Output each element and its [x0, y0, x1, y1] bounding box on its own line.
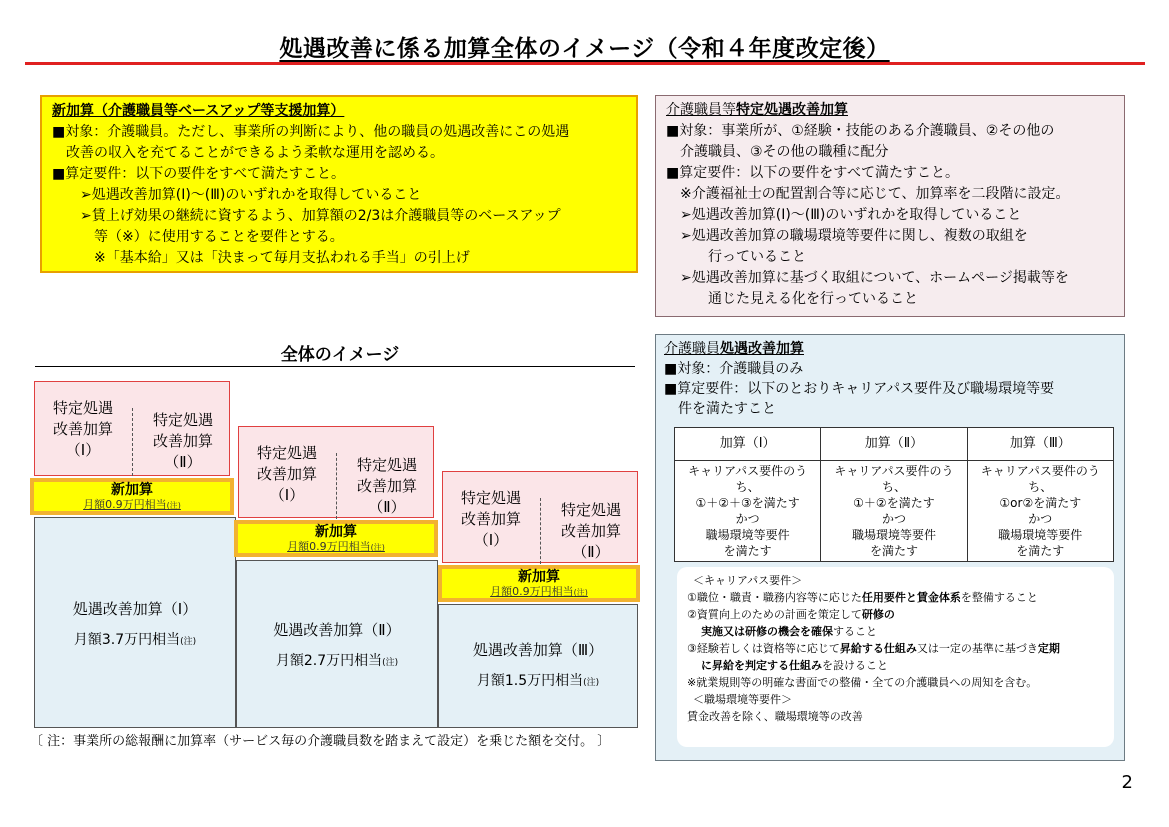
career-item-1: ①職位・職責・職務内容等に応じた任用要件と賃金体系を整備すること — [687, 591, 1038, 604]
cell-line: を満たす — [869, 544, 918, 558]
dashed-divider — [540, 498, 541, 564]
table-cell — [675, 461, 821, 562]
new-kasan-amount: 月額0.9万円相当(注) — [287, 540, 385, 553]
tokutei-heading — [666, 100, 1114, 121]
table-cell — [821, 461, 967, 562]
title-underline — [25, 62, 1145, 65]
cell-line: を満たす — [1016, 544, 1065, 558]
cell-line: キャリアパス要件のうち、 — [980, 464, 1100, 494]
cell-line: キャリアパス要件のうち、 — [834, 464, 954, 494]
text-line: ➢処遇改善加算の職場環境等要件に関し、複数の取組を — [680, 228, 1028, 244]
new-kasan-amount: 月額0.9万円相当(注) — [490, 585, 588, 598]
text-line: 通じた見える化を行っていること — [708, 291, 918, 307]
shogu-column-3 — [438, 604, 638, 728]
new-kasan-block-1 — [30, 478, 234, 515]
tokutei-block-2 — [238, 426, 434, 518]
career-item-3-cont: に昇給を判定する仕組みを設けること — [701, 659, 888, 672]
overall-divider — [35, 366, 635, 367]
tokutei-2-label: 特定処遇 改善加算 （Ⅱ） — [560, 501, 621, 561]
env-title: ＜職場環境等要件＞ — [693, 693, 792, 706]
table-header: 加算（Ⅱ） — [821, 428, 967, 461]
dashed-divider — [132, 408, 133, 476]
table-cell — [967, 461, 1113, 562]
text-line: ■対象：介護職員。ただし、事業所の判断により、他の職員の処遇改善にこの処遇 — [52, 124, 570, 140]
page-title: 処遇改善に係る加算全体のイメージ（令和４年度改定後） — [279, 36, 890, 62]
career-item-2: ②資質向上のための計画を策定して研修の — [687, 608, 895, 621]
cell-line: キャリアパス要件のうち、 — [688, 464, 808, 494]
footnote: 〔 注：事業所の総報酬に加算率（サービス毎の介護職員数を踏まえて設定）を乗じた額を交付。 〕 — [30, 734, 611, 749]
tokutei-1-label: 特定処遇 改善加算 （Ⅰ） — [256, 444, 317, 504]
tokutei-block-1 — [34, 381, 230, 476]
new-kasan-label: 新加算 — [518, 569, 560, 585]
tokutei-kasan-box — [655, 95, 1125, 317]
new-kasan-label: 新加算 — [111, 482, 153, 498]
column-2-amount: 月額2.7万円相当(注) — [275, 653, 399, 669]
tokutei-2-label: 特定処遇 改善加算 （Ⅱ） — [356, 456, 417, 516]
shogu-heading-main: 処遇改善加算 — [720, 341, 804, 357]
tokutei-heading-main: 特定処遇改善加算 — [736, 102, 848, 118]
table-header: 加算（Ⅰ） — [675, 428, 821, 461]
career-title: ＜キャリアパス要件＞ — [693, 574, 803, 587]
text-line: 改善の収入を充てることができるよう柔軟な運用を認める。 — [66, 145, 444, 161]
cell-line: ①or②を満たす — [999, 496, 1082, 510]
column-3-name: 処遇改善加算（Ⅲ） — [472, 641, 604, 659]
cell-line: 職場環境等要件 — [851, 528, 936, 542]
text-line: ■算定要件：以下の要件をすべて満たすこと。 — [52, 166, 345, 182]
cell-line: 職場環境等要件 — [705, 528, 790, 542]
column-1-name: 処遇改善加算（Ⅰ） — [72, 600, 198, 618]
career-item-2-cont: 実施又は研修の機会を確保すること — [701, 625, 877, 638]
tokutei-1-label: 特定処遇 改善加算 （Ⅰ） — [460, 489, 521, 549]
column-2-name: 処遇改善加算（Ⅱ） — [273, 621, 401, 639]
career-item-3: ③経験若しくは資格等に応じて昇給する仕組み又は一定の基準に基づき定期 — [687, 642, 1060, 655]
shogu-heading — [664, 339, 1116, 359]
cell-line: ①＋②を満たす — [853, 496, 935, 510]
cell-line: かつ — [735, 512, 760, 526]
new-kasan-heading: 新加算（介護職員等ベースアップ等支援加算） — [52, 103, 345, 119]
tokutei-block-3 — [442, 471, 638, 563]
text-line: ➢処遇改善加算(Ⅰ)～(Ⅲ)のいずれかを取得していること — [680, 207, 1022, 223]
text-line: ※介護福祉士の配置割合等に応じて、加算率を二段階に設定。 — [680, 186, 1070, 202]
new-kasan-box — [40, 95, 638, 273]
column-1-amount: 月額3.7万円相当(注) — [73, 632, 197, 648]
text-line: ➢処遇改善加算に基づく取組について、ホームページ掲載等を — [680, 270, 1069, 286]
cell-line: を満たす — [723, 544, 772, 558]
text-line: ■算定要件：以下の要件をすべて満たすこと。 — [666, 165, 959, 181]
new-kasan-amount: 月額0.9万円相当(注) — [83, 498, 181, 511]
cell-line: かつ — [881, 512, 906, 526]
env-text: 賃金改善を除く、職場環境等の改善 — [687, 710, 863, 723]
tokutei-heading-prefix: 介護職員等 — [666, 102, 736, 118]
column-3-amount: 月額1.5万円相当(注) — [476, 673, 600, 689]
shogu-column-1 — [34, 517, 236, 728]
career-path-panel — [677, 567, 1114, 747]
text-line: ➢処遇改善加算(Ⅰ)～(Ⅲ)のいずれかを取得していること — [80, 187, 422, 203]
text-line: ※「基本給」又は「決まって毎月支払われる手当」の引上げ — [94, 250, 470, 266]
shogu-heading-prefix: 介護職員 — [664, 341, 720, 357]
shogu-column-2 — [236, 560, 438, 728]
tokutei-2-label: 特定処遇 改善加算 （Ⅱ） — [152, 411, 213, 471]
dashed-divider — [336, 453, 337, 519]
text-line: 等（※）に使用することを要件とする。 — [94, 229, 344, 245]
new-kasan-block-2 — [234, 520, 438, 557]
career-note: ※就業規則等の明確な書面での整備・全ての介護職員への周知を含む。 — [687, 676, 1038, 689]
new-kasan-block-3 — [438, 565, 640, 602]
new-kasan-label: 新加算 — [315, 524, 357, 540]
tokutei-1-label: 特定処遇 改善加算 （Ⅰ） — [52, 399, 113, 459]
text-line: ■算定要件：以下のとおりキャリアパス要件及び職場環境等要 — [664, 381, 1055, 397]
text-line: ■対象：事業所が、①経験・技能のある介護職員、②その他の — [666, 123, 1055, 139]
cell-line: ①＋②＋③を満たす — [695, 496, 800, 510]
cell-line: 職場環境等要件 — [998, 528, 1083, 542]
requirements-table — [674, 427, 1114, 562]
page-number: 2 — [1121, 772, 1133, 793]
cell-line: かつ — [1028, 512, 1053, 526]
table-header: 加算（Ⅲ） — [967, 428, 1113, 461]
text-line: 件を満たすこと — [678, 401, 776, 417]
text-line: ➢賃上げ効果の継続に資するよう、加算額の2/3は介護職員等のベースアップ — [80, 208, 561, 224]
overall-image-title: 全体のイメージ — [280, 345, 400, 365]
text-line: ■対象：介護職員のみ — [664, 361, 804, 377]
text-line: 介護職員、③その他の職種に配分 — [680, 144, 889, 160]
text-line: 行っていること — [708, 249, 806, 265]
